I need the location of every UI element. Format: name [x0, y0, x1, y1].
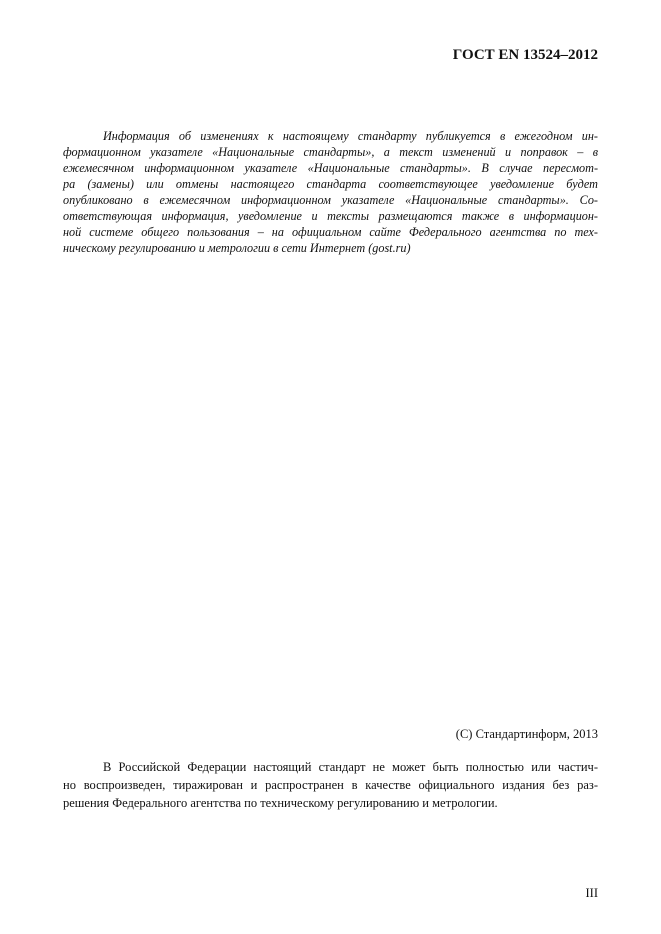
notice-line: ра (замены) или отмены настоящего стандарта соответствующее уведомление будет — [63, 177, 598, 191]
notice-line: Информация об изменениях к настоящему стандарту публикуется в ежегодном ин- — [103, 129, 598, 143]
notice-line: ническому регулированию и метрологии в сети Интернет (gost.ru) — [63, 241, 411, 255]
document-header-title: ГОСТ EN 13524–2012 — [452, 47, 598, 63]
notice-line: ежемесячном информационном указателе «Национальные стандарты». В случае пересмот- — [63, 161, 598, 175]
legal-line: В Российской Федерации настоящий стандарт не может быть полностью или частич- — [103, 760, 598, 774]
page-number: III — [585, 886, 598, 900]
legal-line: решения Федерального агентства по техническому регулированию и метрологии. — [63, 796, 498, 810]
notice-line: формационном указателе «Национальные стандарты», а текст изменений и поправок – в — [63, 145, 598, 159]
legal-paragraph — [63, 758, 598, 812]
notice-line: ответствующая информация, уведомление и тексты размещаются также в информацион- — [63, 209, 598, 223]
copyright-notice: (С) Стандартинформ, 2013 — [455, 727, 598, 741]
notice-line: ной системе общего пользования – на официальном сайте Федерального агентства по тех- — [63, 225, 598, 239]
legal-line: но воспроизведен, тиражирован и распространен в качестве официального издания без раз- — [63, 778, 598, 792]
notice-line: опубликовано в ежемесячном информационном указателе «Национальные стандарты». Со- — [63, 193, 598, 207]
amendments-notice-paragraph — [63, 128, 598, 256]
